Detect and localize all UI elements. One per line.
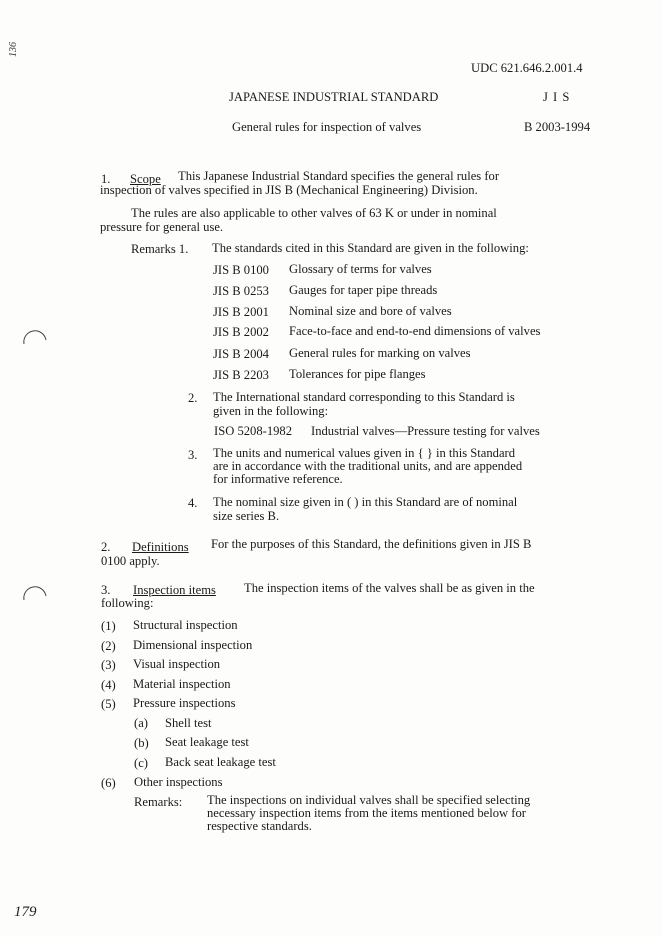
- section-number: 3.: [101, 583, 111, 597]
- paragraph-line: The inspection items of the valves shall be as given in the: [244, 581, 535, 595]
- remark-text: size series B.: [213, 509, 280, 523]
- list-item-number: (4): [101, 678, 116, 692]
- list-item: Dimensional inspection: [133, 638, 253, 652]
- remark-text: are in accordance with the traditional units, and are appended: [213, 459, 523, 473]
- list-item: Material inspection: [133, 677, 231, 691]
- document-title: General rules for inspection of valves: [232, 120, 422, 134]
- cited-title: Nominal size and bore of valves: [289, 304, 452, 318]
- jis-mark: J I S: [543, 90, 571, 104]
- remark-text: respective standards.: [207, 819, 312, 833]
- cited-code: JIS B 2001: [213, 305, 269, 319]
- section-number: 2.: [101, 540, 111, 554]
- section-number: 1.: [101, 172, 111, 186]
- remark-number: 4.: [188, 496, 198, 510]
- sub-item-number: (b): [134, 736, 149, 750]
- list-item: Visual inspection: [133, 657, 221, 671]
- remark-text: The standards cited in this Standard are given in the following:: [212, 241, 529, 255]
- cited-code: JIS B 0253: [213, 284, 269, 298]
- list-item-number: (1): [101, 619, 116, 633]
- section-heading: Inspection items: [133, 583, 216, 597]
- cited-title: Glossary of terms for valves: [289, 262, 432, 276]
- paragraph-line: pressure for general use.: [100, 220, 224, 234]
- paragraph-line: For the purposes of this Standard, the definitions given in JIS B: [211, 537, 532, 551]
- remark-text: for informative reference.: [213, 472, 343, 486]
- cited-title: Face-to-face and end-to-end dimensions of valves: [289, 324, 541, 338]
- list-item: Pressure inspections: [133, 696, 236, 710]
- punch-hole-mark-1: [20, 326, 50, 356]
- remark-text: given in the following:: [213, 404, 329, 418]
- cited-code: JIS B 2002: [213, 325, 269, 339]
- udc-number: UDC 621.646.2.001.4: [471, 61, 583, 75]
- sub-item-number: (a): [134, 716, 148, 730]
- margin-note-bottom: 179: [14, 904, 37, 920]
- cited-code: JIS B 2203: [213, 368, 269, 382]
- remark-text: The nominal size given in ( ) in this Standard are of nominal: [213, 495, 518, 509]
- remark-text: The units and numerical values given in { } in this Standard: [213, 446, 516, 460]
- list-item-number: (5): [101, 697, 116, 711]
- cited-title: Tolerances for pipe flanges: [289, 367, 426, 381]
- section-heading: Definitions: [132, 540, 189, 554]
- remarks-label: Remarks 1.: [131, 242, 189, 256]
- sub-item: Back seat leakage test: [165, 755, 276, 769]
- remark-text: necessary inspection items from the items mentioned below for: [207, 806, 526, 820]
- standard-title: JAPANESE INDUSTRIAL STANDARD: [229, 90, 439, 104]
- cited-code: JIS B 0100: [213, 263, 269, 277]
- list-item-number: (2): [101, 639, 116, 653]
- cited-title: Gauges for taper pipe threads: [289, 283, 438, 297]
- list-item-number: (3): [101, 658, 116, 672]
- list-item: Structural inspection: [133, 618, 238, 632]
- cited-code: JIS B 2004: [213, 347, 269, 361]
- paragraph-line: inspection of valves specified in JIS B (Mechanical Engineering) Division.: [100, 183, 478, 197]
- cited-title: General rules for marking on valves: [289, 346, 471, 360]
- sub-item-number: (c): [134, 756, 148, 770]
- list-item-number: (6): [101, 776, 116, 790]
- remark-text: The inspections on individual valves shall be specified selecting: [207, 793, 531, 807]
- list-item: Other inspections: [134, 775, 223, 789]
- paragraph-line: 0100 apply.: [101, 554, 160, 568]
- paragraph-line: following:: [101, 596, 154, 610]
- punch-hole-mark-2: [20, 582, 50, 612]
- remark-number: 3.: [188, 448, 198, 462]
- section-heading: Scope: [130, 172, 161, 186]
- sub-item: Shell test: [165, 716, 212, 730]
- paragraph-line: The rules are also applicable to other valves of 63 K or under in nominal: [131, 206, 497, 220]
- remark-number: 2.: [188, 391, 198, 405]
- remarks-label: Remarks:: [134, 795, 183, 809]
- iso-title: Industrial valves—Pressure testing for valves: [311, 424, 540, 438]
- iso-code: ISO 5208-1982: [214, 424, 293, 438]
- document-number: B 2003-1994: [524, 120, 591, 134]
- remark-text: The International standard corresponding to this Standard is: [213, 390, 515, 404]
- margin-note-top: 136: [8, 42, 19, 57]
- sub-item: Seat leakage test: [165, 735, 249, 749]
- paragraph-line: This Japanese Industrial Standard specifies the general rules for: [178, 169, 500, 183]
